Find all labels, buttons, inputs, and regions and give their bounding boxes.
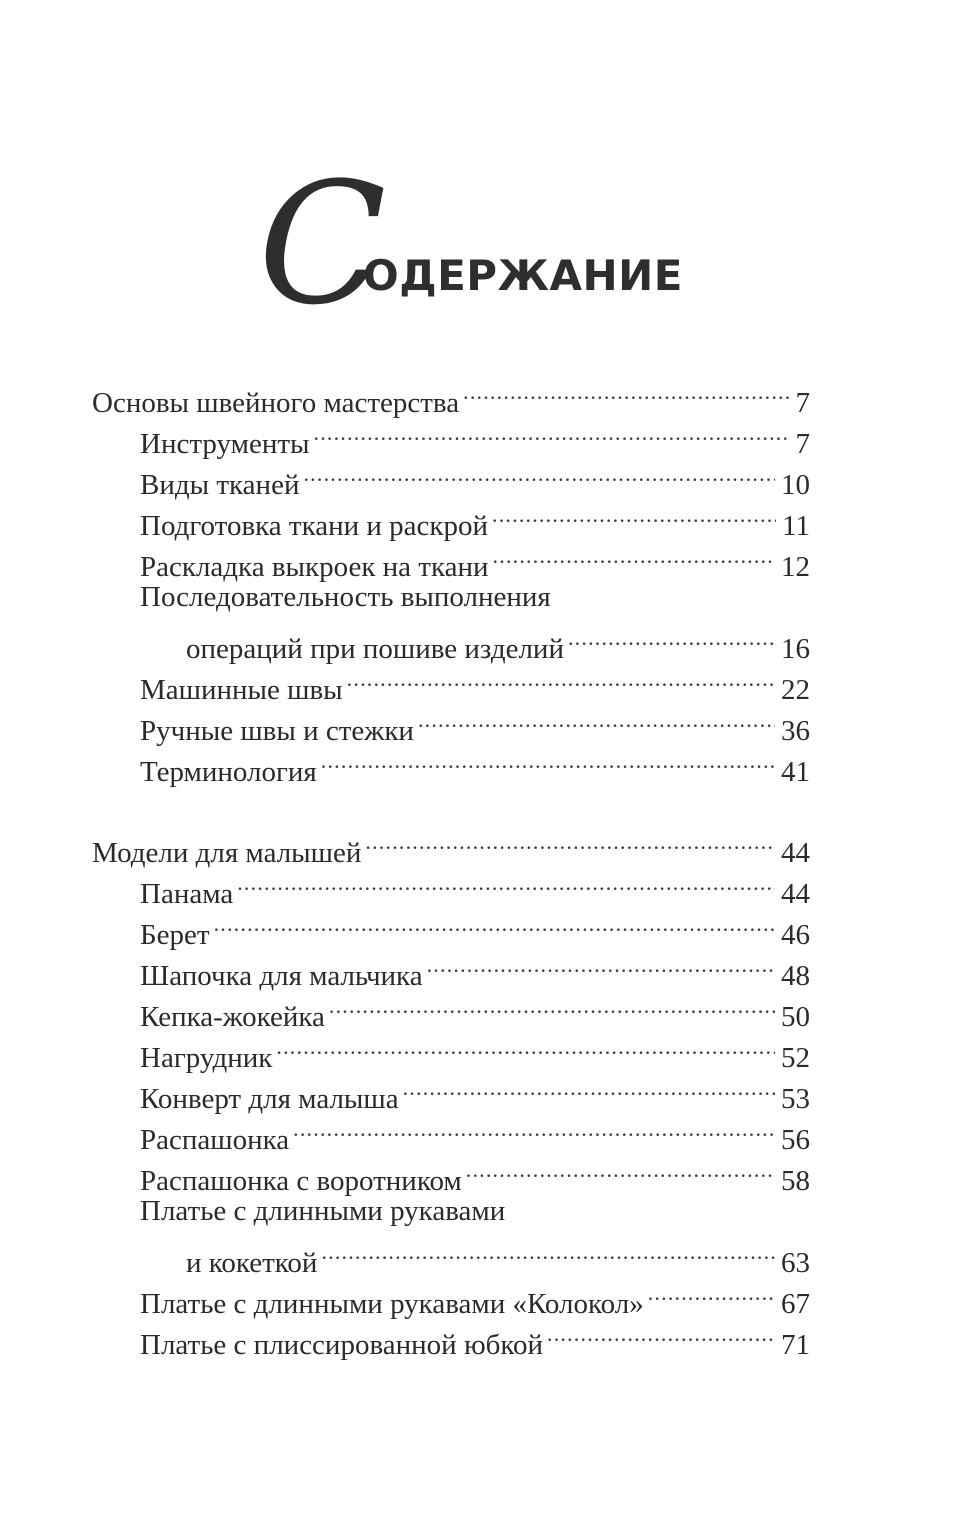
toc-item-label: Ручные швы и стежки xyxy=(140,715,414,747)
toc-item-label: Подготовка ткани и раскрой xyxy=(140,510,489,542)
toc-item-tools[interactable] xyxy=(140,413,810,460)
page-title xyxy=(258,146,698,342)
toc-page-number: 52 xyxy=(781,1042,810,1074)
toc-item-label: Распашонка xyxy=(140,1124,290,1156)
dot-leader xyxy=(321,1232,775,1272)
dot-leader xyxy=(466,1150,775,1190)
toc-item-machine-seams[interactable] xyxy=(140,659,810,706)
toc-item-label: Терминология xyxy=(140,756,317,788)
dot-leader xyxy=(418,700,775,740)
toc-item-panama[interactable] xyxy=(140,863,810,910)
toc-page-number: 36 xyxy=(781,715,810,747)
toc-item-label: Распашонка с воротником xyxy=(140,1165,462,1197)
dot-leader xyxy=(648,1273,775,1313)
toc-page-number: 11 xyxy=(782,510,810,542)
toc-item-dress-bell[interactable] xyxy=(140,1273,810,1320)
toc-page-number: 67 xyxy=(781,1288,810,1320)
toc-item-label: Машинные швы xyxy=(140,674,343,706)
toc-item-label: Раскладка выкроек на ткани xyxy=(140,551,489,583)
dot-leader xyxy=(321,741,775,781)
dot-leader xyxy=(403,1068,775,1108)
dot-leader xyxy=(347,659,775,699)
dot-leader xyxy=(463,372,789,412)
dot-leader xyxy=(293,1109,775,1149)
dot-leader xyxy=(365,822,775,862)
toc-page-number: 44 xyxy=(781,878,810,910)
toc-page-number: 56 xyxy=(781,1124,810,1156)
dot-leader xyxy=(237,863,775,903)
toc-item-jockey-cap[interactable] xyxy=(140,986,810,1033)
toc-page-number: 7 xyxy=(795,387,810,419)
toc-page-number: 46 xyxy=(781,919,810,951)
toc-item-dress-pleated[interactable] xyxy=(140,1314,810,1361)
toc-item-label: Платье с длинными рукавами «Колокол» xyxy=(140,1288,644,1320)
toc-item-label: Кепка-жокейка xyxy=(140,1001,325,1033)
dot-leader xyxy=(303,454,775,494)
toc-item-label: Конверт для малыша xyxy=(140,1083,399,1115)
dot-leader xyxy=(276,1027,775,1067)
toc-item-pattern-layout[interactable] xyxy=(140,536,810,583)
dot-leader xyxy=(568,618,775,658)
toc-item-vest[interactable] xyxy=(140,1109,810,1156)
toc-page-number: 63 xyxy=(781,1247,810,1279)
toc-page-number: 53 xyxy=(781,1083,810,1115)
dot-leader xyxy=(547,1314,775,1354)
toc-item-beret[interactable] xyxy=(140,904,810,951)
toc-item-bib[interactable] xyxy=(140,1027,810,1074)
toc-page-number: 7 xyxy=(795,428,810,460)
toc-item-label: Шапочка для мальчика xyxy=(140,960,423,992)
toc-item-dress-yoke-line1[interactable]: Платье с длинными рукавами xyxy=(140,1195,506,1227)
toc-heading-baby-models[interactable] xyxy=(92,822,810,869)
toc-page-number: 16 xyxy=(781,633,810,665)
toc-item-sequence[interactable] xyxy=(186,618,810,665)
toc-item-label: операций при пошиве изделий xyxy=(186,633,564,665)
toc-item-baby-envelope[interactable] xyxy=(140,1068,810,1115)
toc-page-number: 10 xyxy=(781,469,810,501)
toc-page-number: 71 xyxy=(781,1329,810,1361)
dot-leader xyxy=(329,986,775,1026)
toc-page-number: 58 xyxy=(781,1165,810,1197)
toc-item-boy-cap[interactable] xyxy=(140,945,810,992)
dot-leader xyxy=(214,904,775,944)
toc-heading-label: Модели для малышей xyxy=(92,837,362,869)
toc-heading-label: Основы швейного мастерства xyxy=(92,387,460,419)
toc-item-vest-collar[interactable] xyxy=(140,1150,810,1197)
toc-item-dress-yoke[interactable] xyxy=(186,1232,810,1279)
toc-item-label: и кокеткой xyxy=(186,1247,318,1279)
title-initial: С xyxy=(258,146,387,342)
toc-item-label: Платье с плиссированной юбкой xyxy=(140,1329,543,1361)
toc-page-number: 41 xyxy=(781,756,810,788)
toc-item-fabric-prep[interactable] xyxy=(140,495,810,542)
toc-page-number: 48 xyxy=(781,960,810,992)
toc-page-number: 44 xyxy=(781,837,810,869)
dot-leader xyxy=(427,945,775,985)
toc-page-number: 22 xyxy=(781,674,810,706)
toc-item-label: Инструменты xyxy=(140,428,310,460)
dot-leader xyxy=(493,536,775,576)
toc-item-sequence-line1[interactable]: Последовательность выполнения xyxy=(140,581,551,613)
dot-leader xyxy=(314,413,790,453)
toc-item-label: Берет xyxy=(140,919,210,951)
toc-heading-sewing-basics[interactable] xyxy=(92,372,810,419)
toc-page-number: 50 xyxy=(781,1001,810,1033)
toc-item-label: Нагрудник xyxy=(140,1042,273,1074)
toc-item-hand-seams[interactable] xyxy=(140,700,810,747)
title-rest: ОДЕРЖАНИЕ xyxy=(363,251,683,300)
toc-page-number: 12 xyxy=(781,551,810,583)
toc-item-label: Панама xyxy=(140,878,234,910)
toc-item-label: Виды тканей xyxy=(140,469,300,501)
dot-leader xyxy=(492,495,776,535)
toc-item-fabric-types[interactable] xyxy=(140,454,810,501)
toc-item-terminology[interactable] xyxy=(140,741,810,788)
